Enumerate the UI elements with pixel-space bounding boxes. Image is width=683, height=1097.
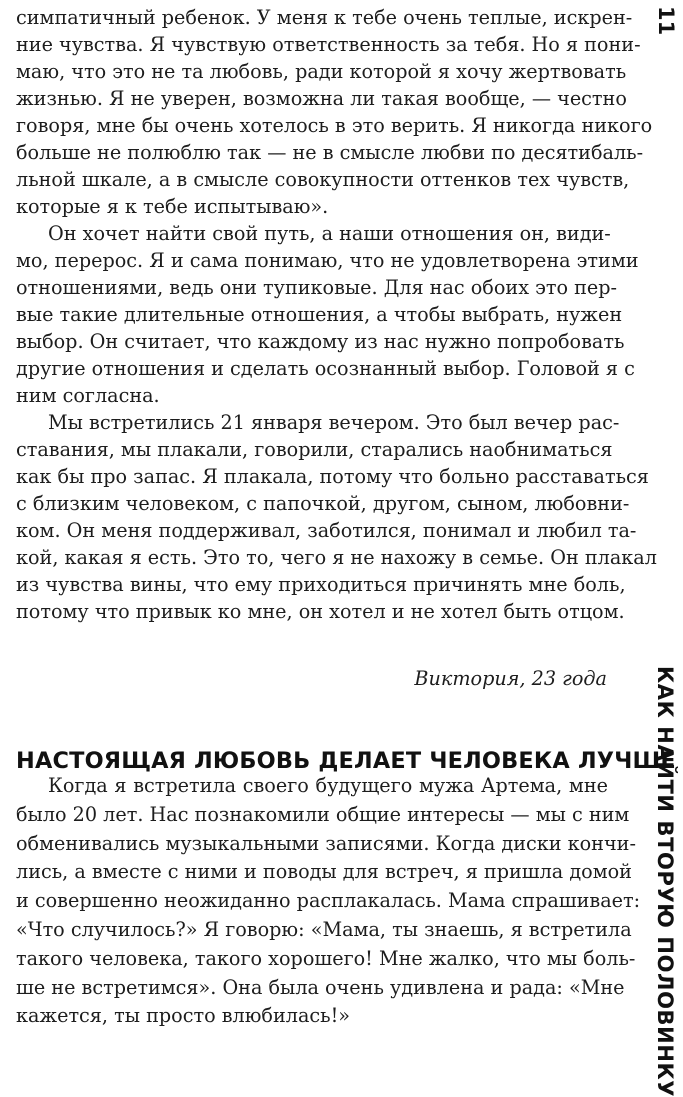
text-line: «Что случилось?» Я говорю: «Мама, ты знаешь, я встретила xyxy=(16,918,632,941)
text-line: выбор. Он считает, что каждому из нас нужно попробовать xyxy=(16,330,625,353)
text-line: ние чувства. Я чувствую ответственность за тебя. Но я пони- xyxy=(16,33,641,56)
text-line: другие отношения и сделать осознанный выбор. Головой я с xyxy=(16,357,635,380)
text-line: жизнью. Я не уверен, возможна ли такая вообще, — честно xyxy=(16,87,627,110)
text-line: вые такие длительные отношения, а чтобы выбрать, нужен xyxy=(16,303,623,326)
text-line: Он хочет найти свой путь, а наши отношения он, види- xyxy=(48,222,611,245)
text-line: кой, какая я есть. Это то, чего я не нахожу в семье. Он плакал xyxy=(16,546,657,569)
text-line: кажется, ты просто влюбилась!» xyxy=(16,1004,351,1028)
text-line: Когда я встретила своего будущего мужа Артема, мне xyxy=(48,774,608,797)
section-heading: НАСТОЯЩАЯ ЛЮБОВЬ ДЕЛАЕТ ЧЕЛОВЕКА ЛУЧШЕ xyxy=(16,748,676,774)
running-title-text: КАК НАЙТИ ВТОРУЮ ПОЛОВИНКУ xyxy=(653,666,677,1097)
text-line: лись, а вместе с ними и поводы для встреч, я пришла домой xyxy=(16,860,632,884)
text-line: потому что привык ко мне, он хотел и не хотел быть отцом. xyxy=(16,600,625,623)
text-line: было 20 лет. Нас познакомили общие интересы — мы с ним xyxy=(16,802,630,826)
text-line: симпатичный ребенок. У меня к тебе очень теплые, искрен- xyxy=(16,6,633,29)
text-line: маю, что это не та любовь, ради которой я хочу жертвовать xyxy=(16,60,627,83)
text-line: льной шкале, а в смысле совокупности оттенков тех чувств, xyxy=(16,168,630,191)
text-line: обменивались музыкальными записями. Когда диски кончи- xyxy=(16,831,636,855)
text-line: с близким человеком, с папочкой, другом, сыном, любовни- xyxy=(16,492,630,515)
text-line: мо, перерос. Я и сама понимаю, что не удовлетворена этими xyxy=(16,249,639,272)
text-line: ком. Он меня поддерживал, заботился, понимал и любил та- xyxy=(16,519,637,542)
page-number xyxy=(650,6,680,42)
page-number-text: 11 xyxy=(654,6,678,36)
text-line: и совершенно неожиданно расплакалась. Мама спрашивает: xyxy=(16,889,641,913)
running-title xyxy=(647,666,683,1097)
text-line: которые я к тебе испытываю». xyxy=(16,195,329,218)
text-line: ше не встретимся». Она была очень удивлена и рада: «Мне xyxy=(16,975,625,999)
text-line: отношениями, ведь они тупиковые. Для нас обоих это пер- xyxy=(16,276,618,299)
text-line: говоря, мне бы очень хотелось в это верить. Я никогда никого xyxy=(16,114,653,137)
text-line: Мы встретились 21 января вечером. Это был вечер рас- xyxy=(48,411,620,434)
story-text xyxy=(16,0,657,660)
text-line: больше не полюблю так — не в смысле любви по десятибаль- xyxy=(16,141,644,164)
text-line: ставания, мы плакали, говорили, старались наобниматься xyxy=(16,438,613,461)
text-line: ним согласна. xyxy=(16,384,160,407)
text-line: такого человека, такого хорошего! Мне жалко, что мы боль- xyxy=(16,946,636,970)
story-signature: Виктория, 23 года xyxy=(414,667,607,690)
text-line: из чувства вины, что ему приходиться причинять мне боль, xyxy=(16,573,626,596)
section-text xyxy=(16,772,641,1062)
text-line: как бы про запас. Я плакала, потому что больно расставаться xyxy=(16,465,649,488)
